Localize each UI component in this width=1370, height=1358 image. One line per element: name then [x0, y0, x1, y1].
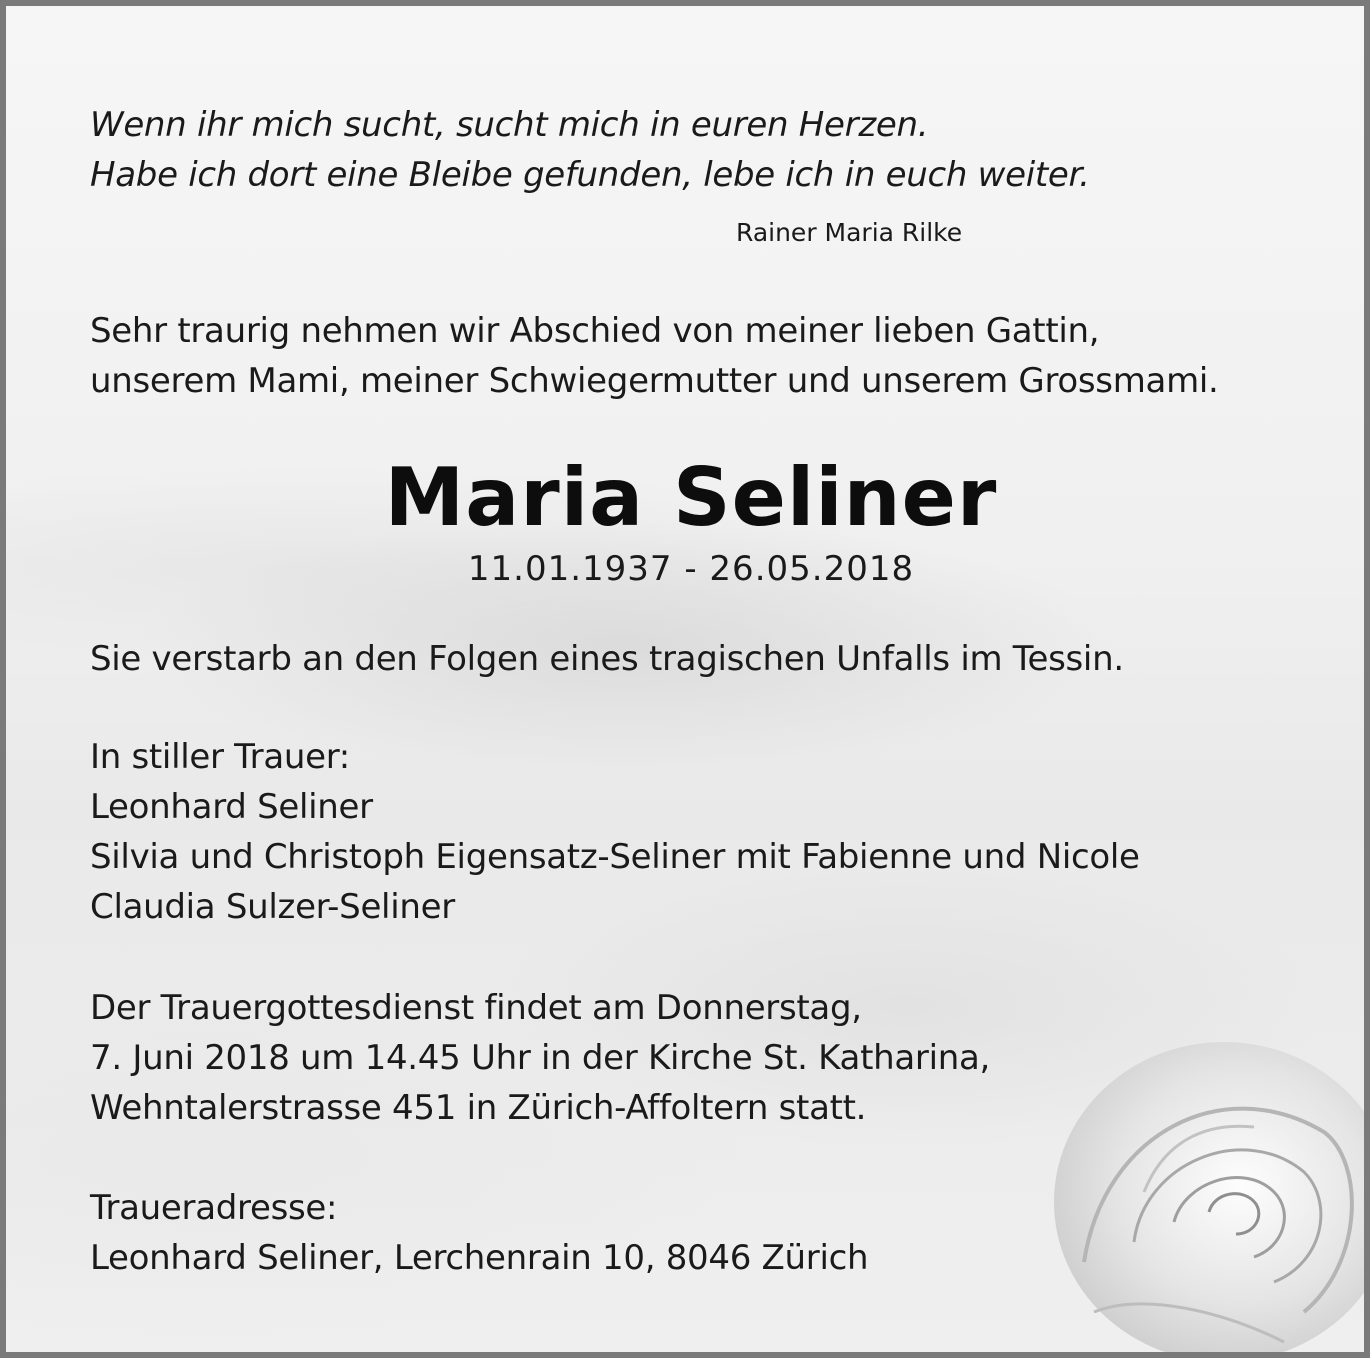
- address-value: Leonhard Seliner, Lerchenrain 10, 8046 Zürich: [90, 1238, 869, 1278]
- service-line: Der Trauergottesdienst findet am Donnerstag,: [90, 988, 862, 1028]
- epigraph-quote: [90, 100, 1090, 200]
- mourning-address: [90, 1183, 868, 1283]
- service-line: Wehntalerstrasse 451 in Zürich-Affoltern statt.: [90, 1088, 867, 1128]
- mourners-heading: In stiller Trauer:: [90, 737, 350, 777]
- quote-author: Rainer Maria Rilke: [736, 218, 963, 247]
- mourner-name: Silvia und Christoph Eigensatz-Seliner mit Fabienne und Nicole: [90, 837, 1140, 877]
- address-heading: Traueradresse:: [90, 1188, 338, 1228]
- mourner-name: Claudia Sulzer-Seliner: [90, 887, 455, 927]
- cause-of-death: [90, 634, 1124, 684]
- mourners-list: [90, 732, 1140, 932]
- intro-line: Sehr traurig nehmen wir Abschied von meiner lieben Gattin,: [90, 311, 1100, 351]
- cause-line: Sie verstarb an den Folgen eines tragischen Unfalls im Tessin.: [90, 639, 1124, 679]
- quote-line: Habe ich dort eine Bleibe gefunden, lebe ich in euch weiter.: [90, 155, 1090, 195]
- life-dates: 11.01.1937 - 26.05.2018: [467, 549, 915, 589]
- mourner-name: Leonhard Seliner: [90, 787, 373, 827]
- funeral-service-info: [90, 983, 990, 1133]
- service-line: 7. Juni 2018 um 14.45 Uhr in der Kirche St. Katharina,: [90, 1038, 991, 1078]
- intro-line: unserem Mami, meiner Schwiegermutter und unserem Grossmami.: [90, 361, 1219, 401]
- rose-icon: [1024, 1012, 1370, 1358]
- intro-text: [90, 306, 1219, 406]
- deceased-name: Maria Seliner: [384, 451, 998, 544]
- quote-line: Wenn ihr mich sucht, sucht mich in euren Herzen.: [90, 105, 929, 145]
